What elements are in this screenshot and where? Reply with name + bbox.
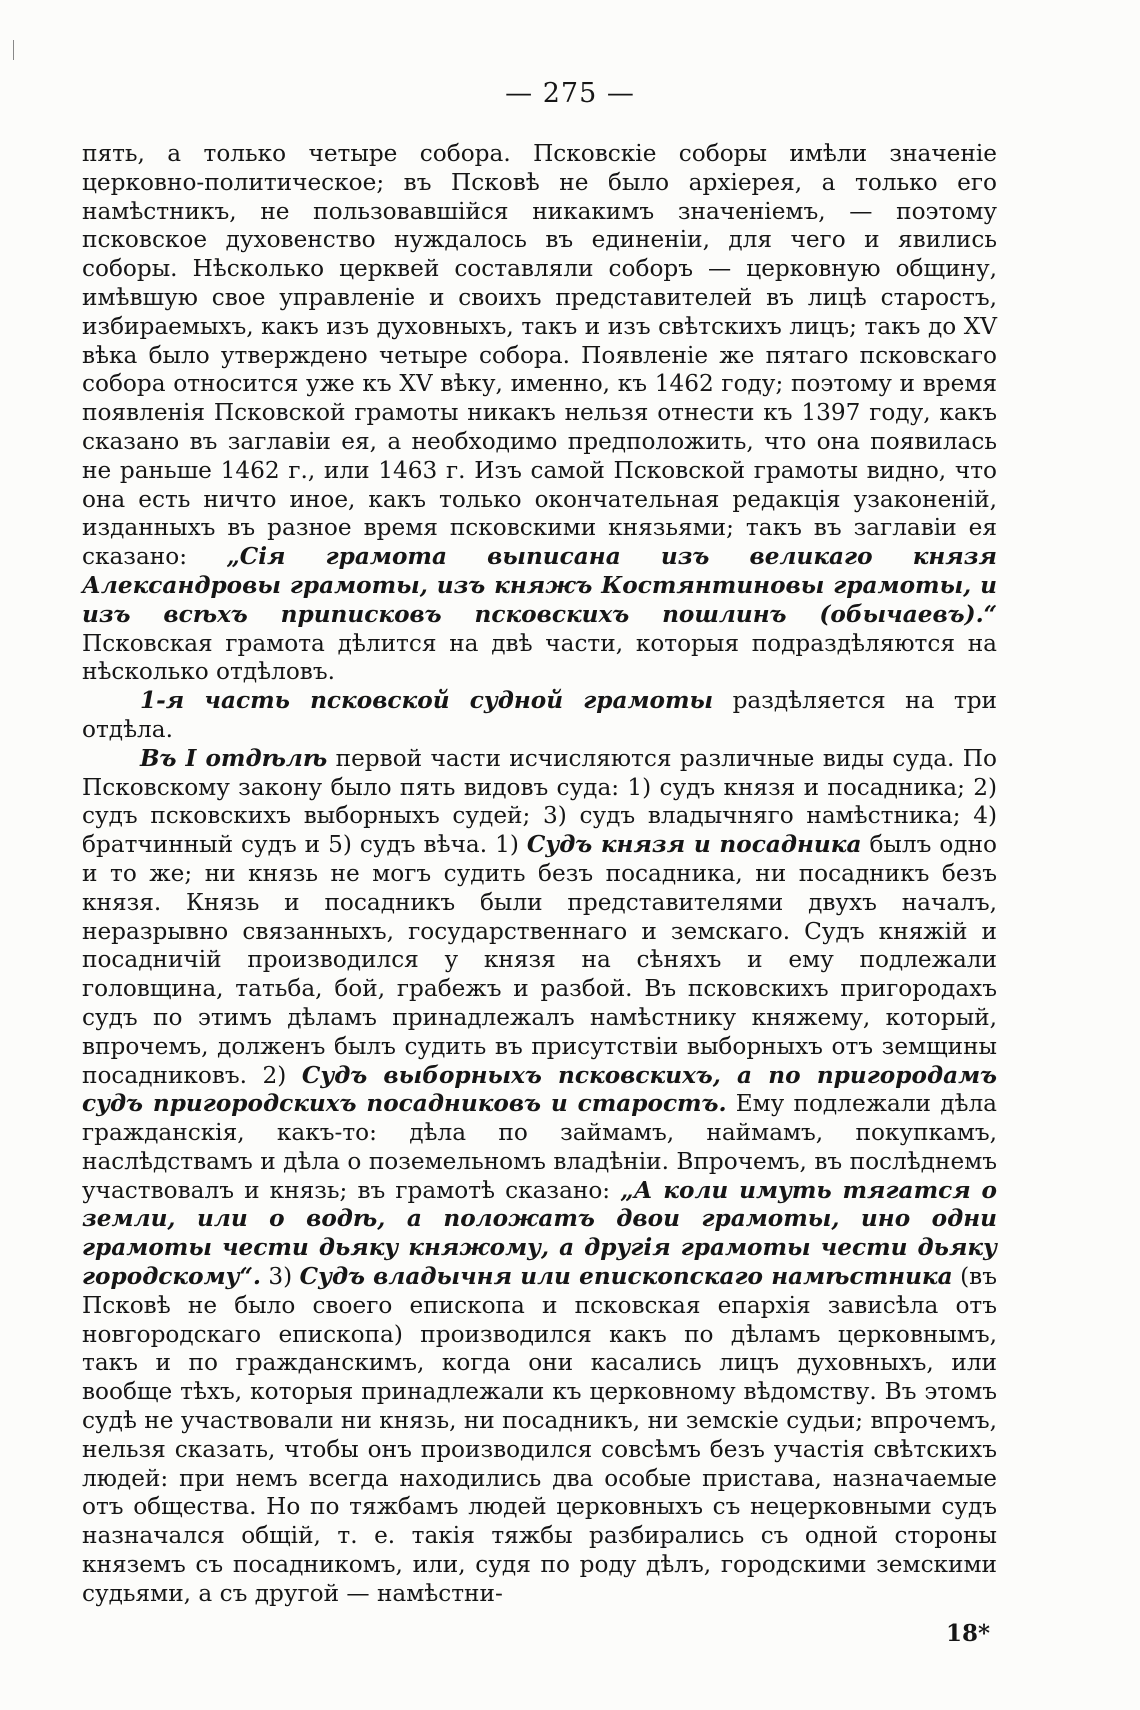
text-run: 3) [260,1263,300,1291]
body-text [82,140,997,1609]
paragraph [82,745,997,1609]
text-run: пять, а только четыре собора. Псковскіе соборы имѣли значеніе церковно-политическое; въ Псковѣ не было архіерея, а только его намѣстникъ, не пользовавшійся никакимъ значеніемъ, — поэтому псковское духовенство нуждалось въ единеніи, для чего и явились соборы. Нѣсколько церквей составляли соборъ — церковную общину, имѣвшую свое управленіе и своихъ представителей въ лицѣ старостъ, избираемыхъ, какъ изъ духовныхъ, такъ и изъ свѣтскихъ лицъ; такъ до XV вѣка было утверждено четыре собора. Появленіе же пятаго псковскаго собора относится уже къ XV вѣку, именно, къ 1462 году; поэтому и время появленія Псковской грамоты никакъ нельзя отнести къ 1397 году, какъ сказано въ заглавіи ея, а необходимо предположить, что она появилась не раньше 1462 г., или 1463 г. Изъ самой Псковской грамоты видно, что она есть ничто иное, какъ только окончательная редакція узаконеній, изданныхъ въ разное время псковскими князьями; такъ въ заглавіи ея сказано: [82,140,997,571]
italic-run: Судъ выборныхъ псковскихъ, а по пригородамъ судъ пригородскихъ посадниковъ и старостъ. [82,1061,997,1118]
text-run: Псковская грамота дѣлится на двѣ части, которыя подраздѣляются на нѣсколько отдѣловъ. [82,629,997,686]
italic-run: Судъ владычня или епископскаго намѣстника [299,1263,953,1291]
italic-run: Судъ князя и посадника [526,831,862,859]
page-number: — 275 — [505,78,635,109]
italic-run: „А коли имуть тягатся о земли, или о водѣ, а положатъ двои грамоты, ино одни грамоты чести дьяку княжому, а другія грамоты чести дьяку городскому“. [82,1176,997,1291]
text-run: Ему подлежали дѣла гражданскія, какъ-то: дѣла по займамъ, наймамъ, покупкамъ, наслѣдствамъ и дѣла о поземельномъ владѣніи. Впрочемъ, въ послѣднемъ участвовалъ и князь; въ грамотѣ сказано: [82,1090,998,1204]
text-run: раздѣляется на три отдѣла. [82,687,997,743]
italic-run: Въ I отдѣлѣ [140,744,328,772]
signature-mark: 18* [945,1620,990,1647]
scan-edge-mark [13,40,14,60]
paragraph [82,140,997,687]
italic-run: 1-я часть псковской судной грамоты [140,687,714,715]
text-run: былъ одно и то же; ни князь не могъ судить безъ посадника, ни посадникъ безъ князя. Князь и посадникъ были представителями двухъ началъ, неразрывно связанныхъ, государственнаго и земскаго. Судъ княжій и посадничій производился у князя на сѣняхъ и ему подлежали головщина, татьба, бой, грабежъ и разбой. Въ псковскихъ пригородахъ судъ по этимъ дѣламъ принадлежалъ намѣстнику княжему, который, впрочемъ, долженъ былъ судить въ присутствіи выборныхъ отъ земщины посадниковъ. 2) [82,831,997,1089]
text-run: (въ Псковѣ не было своего епископа и псковская епархія зависѣла отъ новгородскаго епископа) производился какъ по дѣламъ церковнымъ, такъ и по гражданскимъ, когда они касались лицъ духовныхъ, или вообще тѣхъ, которыя принадлежали къ церковному вѣдомству. Въ этомъ судѣ не участвовали ни князь, ни посадникъ, ни земскіе судьи; впрочемъ, нельзя сказать, чтобы онъ производился совсѣмъ безъ участія свѣтскихъ людей: при немъ всегда находились два особые пристава, назначаемые отъ общества. Но по тяжбамъ людей церковныхъ съ нецерковными судъ назначался общій, т. е. такія тяжбы разбирались съ одной стороны княземъ съ посадникомъ, или, судя по роду дѣлъ, городскими земскими судьями, а съ другой — намѣстни- [82,1263,997,1607]
paragraph [82,687,997,745]
text-run: первой части исчисляются различные виды суда. По Псковскому закону было пять видовъ суда: 1) судъ князя и посадника; 2) судъ псковскихъ выборныхъ судей; 3) судъ владычняго намѣстника; 4) братчинный судъ и 5) судъ вѣча. 1) [82,744,997,859]
italic-run: „Сія грамота выписана изъ великаго князя Александровы грамоты, изъ княжъ Костянтиновы грамоты, и изъ всѣхъ приписковъ псковскихъ пошлинъ (обычаевъ).“ [82,543,997,628]
